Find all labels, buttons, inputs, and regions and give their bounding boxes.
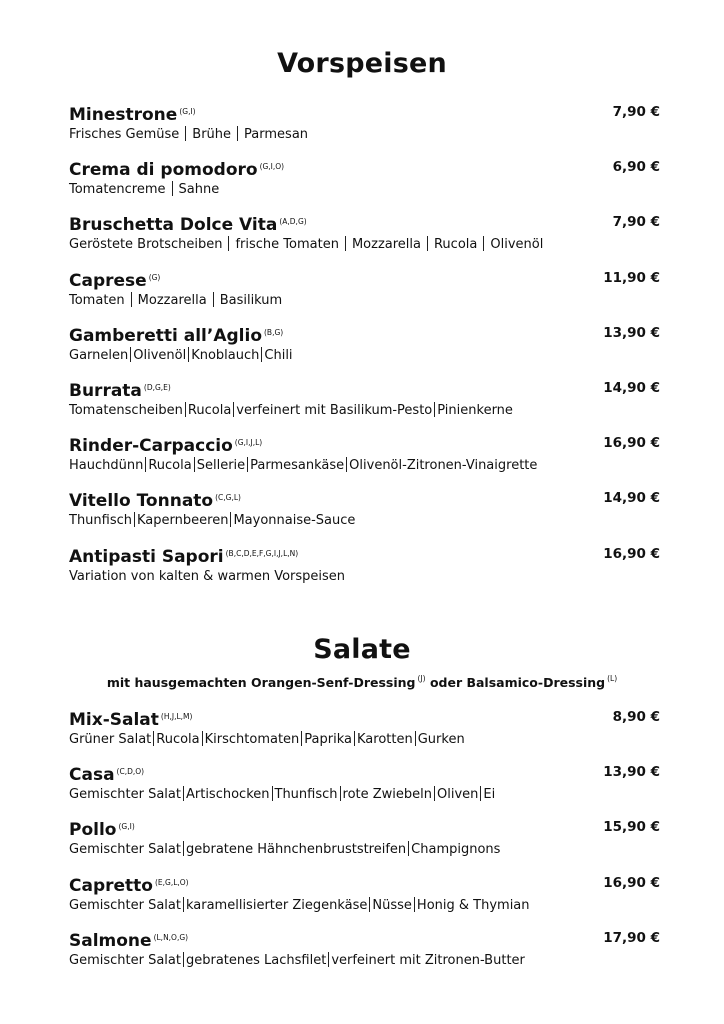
- item-description: Geröstete Brotscheiben frische Tomaten Mozzarella Rucola Olivenöl: [69, 237, 544, 253]
- allergen-codes: (G,I,O): [259, 162, 285, 172]
- allergen-codes: (G): [148, 272, 161, 282]
- item-description: Thunfisch Kapernbeeren Mayonnaise-Sauce: [69, 513, 356, 529]
- item-name: Mix-Salat $^{(H,J,L,M)}$: [69, 710, 193, 730]
- item-description: Grüner Salat Rucola Kirschtomaten Paprika Karotten Gurken: [69, 732, 465, 747]
- allergen-codes: (D,G,E): [143, 382, 171, 392]
- item-description: Tomatenscheiben Rucola verfeinert mit Basilikum-Pesto Pinienkerne: [69, 402, 513, 418]
- item-name: Bruschetta Dolce Vita $^{(A,D,G)}$: [69, 215, 307, 236]
- item-price: 7,90 €: [612, 104, 660, 120]
- menu-item-crema-di-pomodoro: [69, 156, 660, 211]
- item-price: 16,90 €: [603, 545, 660, 562]
- item-name: Burrata $^{(D,G,E)}$: [69, 380, 171, 401]
- item-description: Gemischter Salat gebratenes Lachsfilet verfeinert mit Zitronen-Butter: [69, 952, 525, 968]
- item-description: Gemischter Salat gebratene Hähnchenbruststreifen Champignons: [69, 842, 501, 858]
- allergen-codes: (C,D,O): [116, 767, 145, 777]
- item-description: Tomaten Mozzarella Basilikum: [69, 292, 283, 308]
- item-name: Capretto $^{(E,G,L,O)}$: [69, 875, 189, 896]
- item-price: 14,90 €: [603, 490, 660, 507]
- item-price: 11,90 €: [603, 269, 660, 286]
- menu-item-antipasti-sapori: [69, 543, 660, 598]
- salate-list: [69, 706, 660, 982]
- menu-item-bruschetta: [69, 211, 660, 266]
- allergen-codes: (A,D,G): [279, 217, 307, 227]
- item-description: Tomatencreme Sahne: [69, 182, 220, 198]
- item-price: 6,90 €: [612, 159, 660, 176]
- salate-subtitle: mit hausgemachten Orangen-Senf-Dressing $^{(J)}$ oder Balsamico-Dressing $^{(L)}$: [106, 674, 618, 690]
- menu-item-pollo: [69, 816, 660, 871]
- item-description: Hauchdünn Rucola Sellerie Parmesankäse Olivenöl-Zitronen-Vinaigrette: [69, 458, 538, 474]
- item-name: Pollo $^{(G,I)}$: [69, 820, 135, 841]
- item-price: 8,90 €: [612, 709, 660, 725]
- item-name: Crema di pomodoro $^{(G,I,O)}$: [69, 160, 285, 181]
- menu-item-minestrone: [69, 101, 660, 156]
- item-price: 7,90 €: [612, 214, 660, 231]
- menu-item-vitello-tonnato: [69, 487, 660, 542]
- item-description: Frisches Gemüse Brühe Parmesan: [69, 127, 309, 142]
- menu-item-capretto: [69, 872, 660, 927]
- item-description: Variation von kalten & warmen Vorspeisen: [69, 568, 346, 584]
- item-description: Gemischter Salat Artischocken Thunfisch rote Zwiebeln Oliven Ei: [69, 787, 496, 803]
- item-name: Gamberetti all’Aglio $^{(B,G)}$: [69, 325, 284, 346]
- vorspeisen-list: [69, 101, 660, 598]
- menu-item-salmone: [69, 927, 660, 982]
- item-price: 13,90 €: [603, 324, 660, 341]
- allergen-codes: (G,I): [118, 822, 135, 832]
- allergen-codes: (G,I): [179, 107, 196, 116]
- item-name: Minestrone $^{(G,I)}$: [69, 105, 196, 125]
- vorspeisen-title: Vorspeisen: [277, 48, 447, 79]
- allergen-codes: (H,J,L,M): [160, 712, 193, 721]
- allergen-codes: (L,N,O,G): [153, 932, 189, 942]
- menu-item-casa: [69, 761, 660, 816]
- item-name: Vitello Tonnato $^{(C,G,L)}$: [69, 491, 241, 512]
- item-name: Rinder-Carpaccio $^{(G,I,J,L)}$: [69, 436, 263, 457]
- allergen-codes: (B,G): [264, 327, 284, 337]
- item-name: Antipasti Sapori $^{(B,C,D,E,F,G,I,J,L,N)}$: [69, 546, 299, 567]
- item-description: Gemischter Salat karamellisierter Ziegenkäse Nüsse Honig & Thymian: [69, 897, 530, 913]
- item-description: Garnelen Olivenöl Knoblauch Chili: [69, 347, 293, 363]
- menu-item-burrata: [69, 377, 660, 432]
- item-price: 15,90 €: [603, 819, 660, 836]
- allergen-codes: (E,G,L,O): [154, 877, 189, 887]
- menu-item-mix-salat: [69, 706, 660, 761]
- allergen-codes: (B,C,D,E,F,G,I,J,L,N): [225, 548, 299, 558]
- item-price: 16,90 €: [603, 435, 660, 452]
- allergen-codes: (C,G,L): [215, 493, 241, 503]
- salate-title: Salate: [313, 634, 411, 665]
- menu-item-rinder-carpaccio: [69, 432, 660, 487]
- allergen-codes: (G,I,J,L): [234, 438, 263, 448]
- menu-item-gamberetti: [69, 322, 660, 377]
- item-price: 16,90 €: [603, 874, 660, 891]
- item-name: Caprese $^{(G)}$: [69, 270, 161, 291]
- item-price: 14,90 €: [603, 379, 660, 396]
- menu-item-caprese: [69, 267, 660, 322]
- item-name: Casa $^{(C,D,O)}$: [69, 765, 145, 786]
- item-name: Salmone $^{(L,N,O,G)}$: [69, 930, 189, 951]
- item-price: 17,90 €: [603, 929, 660, 946]
- item-price: 13,90 €: [603, 764, 660, 781]
